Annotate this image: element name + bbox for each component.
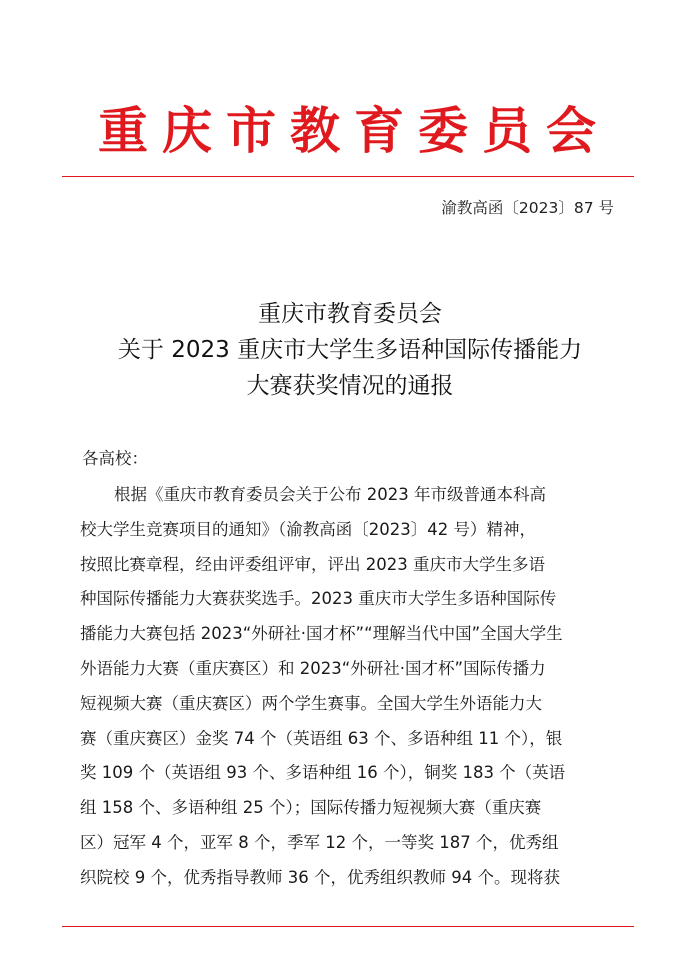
body-line: 外语能力大赛（重庆赛区）和 2023“外研社·国才杯”国际传播力	[80, 658, 546, 678]
letterhead-red-rule	[62, 176, 634, 177]
body-paragraph	[80, 478, 615, 896]
body-line: 播能力大赛包括 2023“外研社·国才杯”“理解当代中国”全国大学生	[80, 624, 563, 644]
body-line: 种国际传播能力大赛获奖选手。2023 重庆市大学生多语种国际传	[80, 589, 557, 609]
body-line: 按照比赛章程，经由评委组评审，评出 2023 重庆市大学生多语	[80, 554, 545, 574]
title-line-2: 关于 2023 重庆市大学生多语种国际传播能力	[117, 337, 583, 363]
body-line: 校大学生竞赛项目的通知》（渝教高函〔2023〕42 号）精神，	[80, 519, 536, 539]
document-title	[0, 296, 700, 404]
salutation: 各高校：	[82, 449, 148, 468]
body-line: 区）冠军 4 个，亚军 8 个，季军 12 个，一等奖 187 个，优秀组	[80, 832, 559, 852]
body-line: 根据《重庆市教育委员会关于公布 2023 年市级普通本科高	[114, 485, 546, 504]
title-line-1: 重庆市教育委员会	[258, 301, 442, 327]
body-line: 组 158 个、多语种组 25 个）；国际传播力短视频大赛（重庆赛	[80, 798, 542, 818]
letterhead-org-name: 重庆市教育委员会	[98, 101, 610, 160]
document-number: 渝教高函〔2023〕87 号	[441, 199, 614, 217]
footer-red-rule	[62, 926, 634, 927]
body-line: 织院校 9 个，优秀指导教师 36 个，优秀组织教师 94 个。现将获	[80, 867, 560, 887]
body-line: 短视频大赛（重庆赛区）两个学生赛事。全国大学生外语能力大	[80, 693, 542, 713]
body-line: 奖 109 个（英语组 93 个、多语种组 16 个），铜奖 183 个（英语	[80, 763, 566, 783]
body-line: 赛（重庆赛区）金奖 74 个（英语组 63 个、多语种组 11 个），银	[80, 728, 563, 748]
title-line-3: 大赛获奖情况的通报	[246, 373, 454, 399]
